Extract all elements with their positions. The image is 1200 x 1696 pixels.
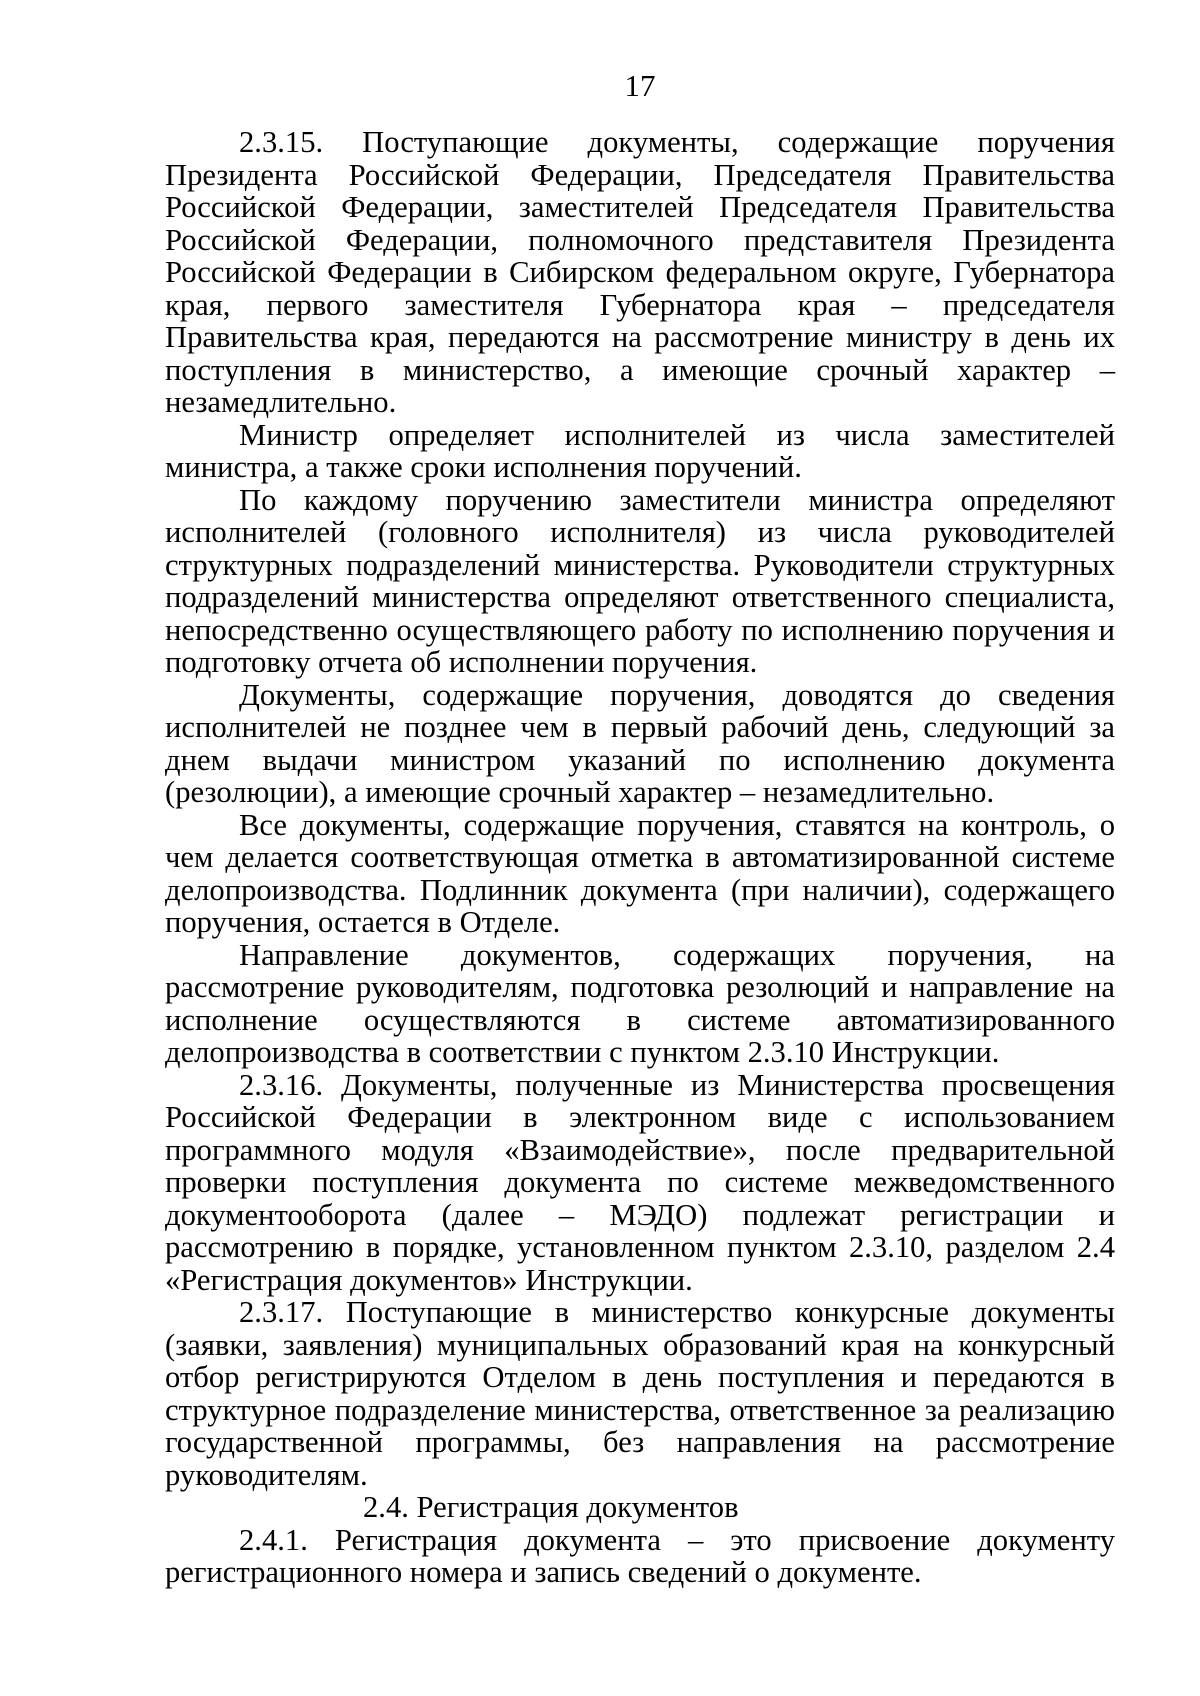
paragraph-direction: Направление документов, содержащих поручения, на рассмотрение руководителям, подготовка резолюций и направление на исполнение осуществляются в системе автоматизированного делопроизводства в соответствии с пунктом 2.3.10 Инструкции.	[165, 937, 1115, 1069]
page-number: 17	[624, 68, 656, 103]
paragraph-control: Все документы, содержащие поручения, ставятся на контроль, о чем делается соответствующая отметка в автоматизированной системе делопроизводства. Подлинник документа (при наличии), содержащего поручения, остается в Отделе.	[165, 807, 1115, 939]
paragraph-2-3-16: 2.3.16. Документы, полученные из Министерства просвещения Российской Федерации в электронном виде с использованием программного модуля «Взаимодействие», после предварительной проверки поступления документа по системе межведомственного документооборота (далее – МЭДО) подлежат регистрации и рассмотрению в порядке, установленном пунктом 2.3.10, разделом 2.4 «Регистрация документов» Инструкции.	[165, 1067, 1115, 1297]
paragraph-2-4-1: 2.4.1. Регистрация документа – это присвоение документу регистрационного номера и запись сведений о документе.	[165, 1522, 1115, 1589]
document-body	[165, 126, 1115, 1589]
paragraph-2-3-15: 2.3.15. Поступающие документы, содержащие поручения Президента Российской Федерации, Председателя Правительства Российской Федерации, заместителей Председателя Правительства Российской Федерации, полномочного представителя Президента Российской Федерации в Сибирском федеральном округе, Губернатора края, первого заместителя Губернатора края – председателя Правительства края, передаются на рассмотрение министру в день их поступления в министерство, а имеющие срочный характер – незамедлительно.	[165, 125, 1115, 419]
paragraph-deputies-assign: По каждому поручению заместители министра определяют исполнителей (головного исполнителя) из числа руководителей структурных подразделений министерства. Руководители структурных подразделений министерства определяют ответственного специалиста, непосредственно осуществляющего работу по исполнению поручения и подготовку отчета об исполнении поручения.	[165, 482, 1115, 679]
paragraph-minister-assigns: Министр определяет исполнителей из числа заместителей министра, а также сроки исполнения поручений.	[165, 417, 1115, 484]
paragraph-2-3-17: 2.3.17. Поступающие в министерство конкурсные документы (заявки, заявления) муниципальных образований края на конкурсный отбор регистрируются Отделом в день поступления и передаются в структурное подразделение министерства, ответственное за реализацию государственной программы, без направления на рассмотрение руководителям.	[165, 1295, 1115, 1492]
section-heading: 2.4. Регистрация документов	[363, 1490, 739, 1524]
paragraph-documents-delivered: Документы, содержащие поручения, доводятся до сведения исполнителей не позднее чем в первый рабочий день, следующий за днем выдачи министром указаний по исполнению документа (резолюции), а имеющие срочный характер – незамедлительно.	[165, 677, 1115, 809]
